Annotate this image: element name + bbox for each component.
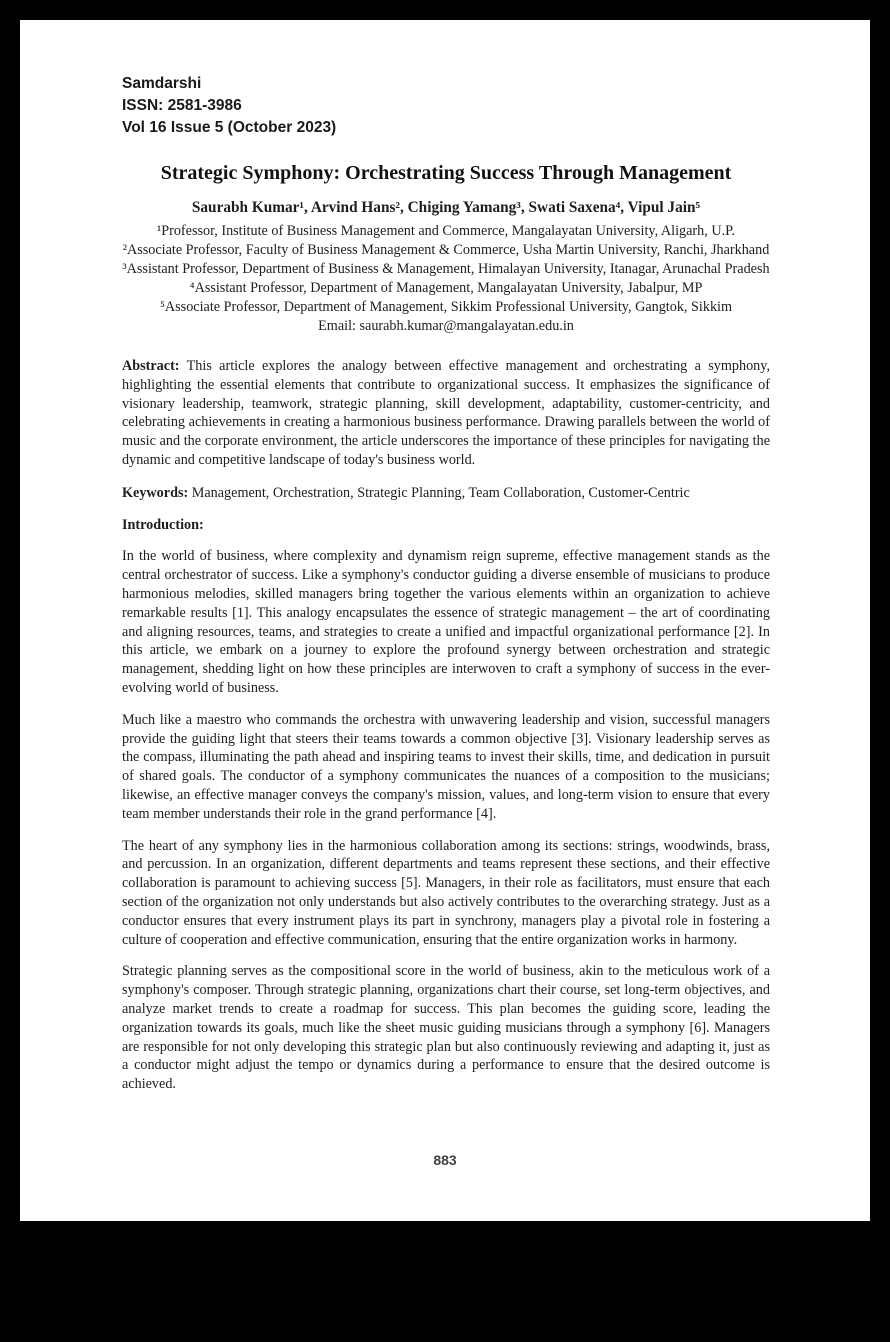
paper-page: [20, 20, 870, 1221]
journal-volume: Vol 16 Issue 5 (October 2023): [122, 119, 337, 136]
journal-header: [122, 73, 770, 139]
abstract-text: This article explores the analogy between effective management and orchestrating a symphony, highlighting the essential elements that contribute to organizational success. It emphasizes the significance of visionary leadership, teamwork, strategic planning, skill development, adaptability, customer-centricity, and celebrating achievements in creating a harmonious business performance. Drawing parallels between the world of music and the corporate environment, the article underscores the importance of these principles for navigating the dynamic and competitive landscape of today's business world.: [122, 358, 770, 468]
keywords-paragraph: [122, 484, 770, 503]
authors-line: Saurabh Kumar¹, Arvind Hans², Chiging Yamang³, Swati Saxena⁴, Vipul Jain⁵: [191, 199, 701, 216]
affiliation-1: ¹Professor, Institute of Business Management and Commerce, Mangalayatan University, Aligarh, U.P.: [156, 223, 736, 239]
keywords-label: Keywords:: [122, 484, 189, 501]
intro-paragraph-2: Much like a maestro who commands the orchestra with unwavering leadership and vision, successful managers provide the guiding light that steers their teams towards a common objective [3]. Visionary leadership serves as the compass, illuminating the path ahead and inspiring teams to invest their skills, time, and dedication in pursuit of shared goals. The conductor of a symphony communicates the nuances of a composition to the musicians; likewise, an effective manager conveys the company's mission, values, and long-term vision to ensure that every team member understands their role in the grand performance [4].: [122, 711, 770, 822]
journal-issn: ISSN: 2581-3986: [122, 97, 242, 114]
intro-paragraph-4: Strategic planning serves as the compositional score in the world of business, akin to the meticulous work of a symphony's composer. Through strategic planning, organizations chart their course, set long-term objectives, and analyze market trends to create a roadmap for success. This plan becomes the guiding score, leading the organization towards its goals, much like the sheet music guiding musicians through a symphony [6]. Managers are responsible for not only developing this strategic plan but also continuously reviewing and adapting it, just as a conductor might adjust the tempo or dynamics during a performance to ensure that the desired outcome is achieved.: [122, 963, 770, 1093]
affiliation-5: ⁵Associate Professor, Department of Management, Sikkim Professional University, Gangtok, Sikkim: [159, 299, 733, 315]
intro-paragraph-3: The heart of any symphony lies in the harmonious collaboration among its sections: strings, woodwinds, brass, and percussion. In an organization, different departments and teams represent these sections, and their effective collaboration is paramount to achieving success [5]. Managers, in their role as facilitators, must ensure that each section of the organization not only understands but also actively contributes to the overarching strategy. Just as a conductor ensures that every instrument plays its part in synchrony, managers play a pivotal role in fostering a culture of cooperation and effective communication, ensuring that the entire organization works in harmony.: [122, 837, 770, 948]
abstract-label: Abstract:: [122, 358, 180, 374]
affiliation-2: ²Associate Professor, Faculty of Business Management & Commerce, Usha Martin University, Ranchi, Jharkhand: [122, 242, 770, 258]
affiliation-4: ⁴Assistant Professor, Department of Management, Mangalayatan University, Jabalpur, MP: [189, 280, 703, 296]
affiliation-3: ³Assistant Professor, Department of Business & Management, Himalayan University, Itanagar, Arunachal Pradesh: [122, 261, 770, 277]
page-number: 883: [433, 1152, 457, 1168]
abstract-paragraph: [122, 357, 770, 470]
introduction-heading: Introduction:: [122, 516, 204, 533]
keywords-text: Management, Orchestration, Strategic Planning, Team Collaboration, Customer-Centric: [188, 484, 690, 501]
intro-paragraph-1: In the world of business, where complexity and dynamism reign supreme, effective management stands as the central orchestrator of success. Like a symphony's conductor guiding a diverse ensemble of musicians to produce harmonious melodies, skilled managers bring together the various elements within an organization to achieve remarkable results [1]. This analogy encapsulates the essence of strategic management – the art of coordinating and aligning resources, teams, and strategies to create a unified and impactful organizational performance [2]. In this article, we embark on a journey to explore the profound synergy between orchestration and strategic management, shedding light on how these principles are interwoven to craft a symphony of success in the ever-evolving world of business.: [122, 548, 770, 696]
journal-name: Samdarshi: [122, 75, 202, 92]
email-line: Email: saurabh.kumar@mangalayatan.edu.in: [318, 318, 574, 334]
affiliations-block: [122, 222, 770, 336]
article-title: Strategic Symphony: Orchestrating Success Through Management: [160, 162, 732, 184]
